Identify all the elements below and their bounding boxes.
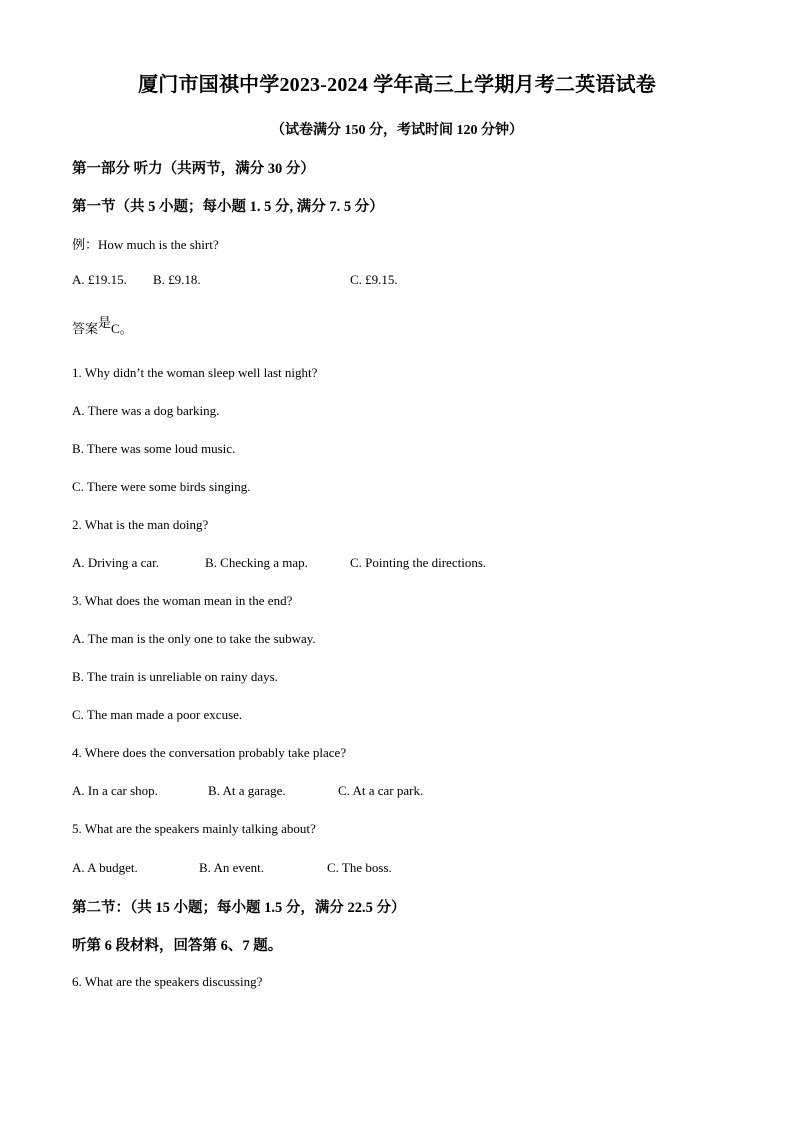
question-1-option-b: B. There was some loud music. <box>72 441 236 456</box>
page-subtitle: （试卷满分 150 分，考试时间 120 分钟） <box>271 123 523 138</box>
question-5-option-b: B. An event. <box>199 860 264 875</box>
question-1-option-a: A. There was a dog barking. <box>72 403 220 418</box>
question-5-option-c: C. The boss. <box>327 860 392 875</box>
question-5-option-a: A. A budget. <box>72 860 138 875</box>
question-4-option-b: B. At a garage. <box>208 783 286 798</box>
question-2-option-a: A. Driving a car. <box>72 555 160 570</box>
example-answer <box>72 315 133 337</box>
example-question: 例：How much is the shirt? <box>72 237 219 252</box>
question-3-option-a: A. The man is the only one to take the subway. <box>72 631 316 646</box>
example-option-b: B. £9.18. <box>153 272 201 287</box>
question-3-option-c: C. The man made a poor excuse. <box>72 707 243 722</box>
section2-heading: 第二节：（共 15 小题；每小题 1.5 分，满分 22.5 分） <box>72 900 406 916</box>
material-6-instruction: 听第 6 段材料，回答第 6、7 题。 <box>72 938 283 954</box>
example-option-c: C. £9.15. <box>350 272 398 287</box>
page-title: 厦门市国祺中学2023-2024 学年高三上学期月考二英语试卷 <box>138 74 656 96</box>
question-2: 2. What is the man doing? <box>72 517 209 532</box>
section1-heading: 第一节（共 5 小题；每小题 1. 5 分, 满分 7. 5 分） <box>72 199 384 215</box>
answer-value: C。 <box>111 321 133 336</box>
question-4-option-a: A. In a car shop. <box>72 783 158 798</box>
question-3: 3. What does the woman mean in the end? <box>72 593 293 608</box>
question-2-option-c: C. Pointing the directions. <box>350 555 487 570</box>
question-2-option-b: B. Checking a map. <box>205 555 308 570</box>
question-3-option-b: B. The train is unreliable on rainy days. <box>72 669 278 684</box>
question-1: 1. Why didn’t the woman sleep well last night? <box>72 365 318 380</box>
part1-heading: 第一部分 听力（共两节，满分 30 分） <box>72 161 315 177</box>
answer-is: 是 <box>98 315 112 330</box>
question-6: 6. What are the speakers discussing? <box>72 974 263 989</box>
question-5: 5. What are the speakers mainly talking about? <box>72 821 316 836</box>
question-1-option-c: C. There were some birds singing. <box>72 479 251 494</box>
example-option-a: A. £19.15. <box>72 272 127 287</box>
answer-prefix: 答案 <box>72 321 99 336</box>
question-4-option-c: C. At a car park. <box>338 783 424 798</box>
question-4: 4. Where does the conversation probably take place? <box>72 745 347 760</box>
